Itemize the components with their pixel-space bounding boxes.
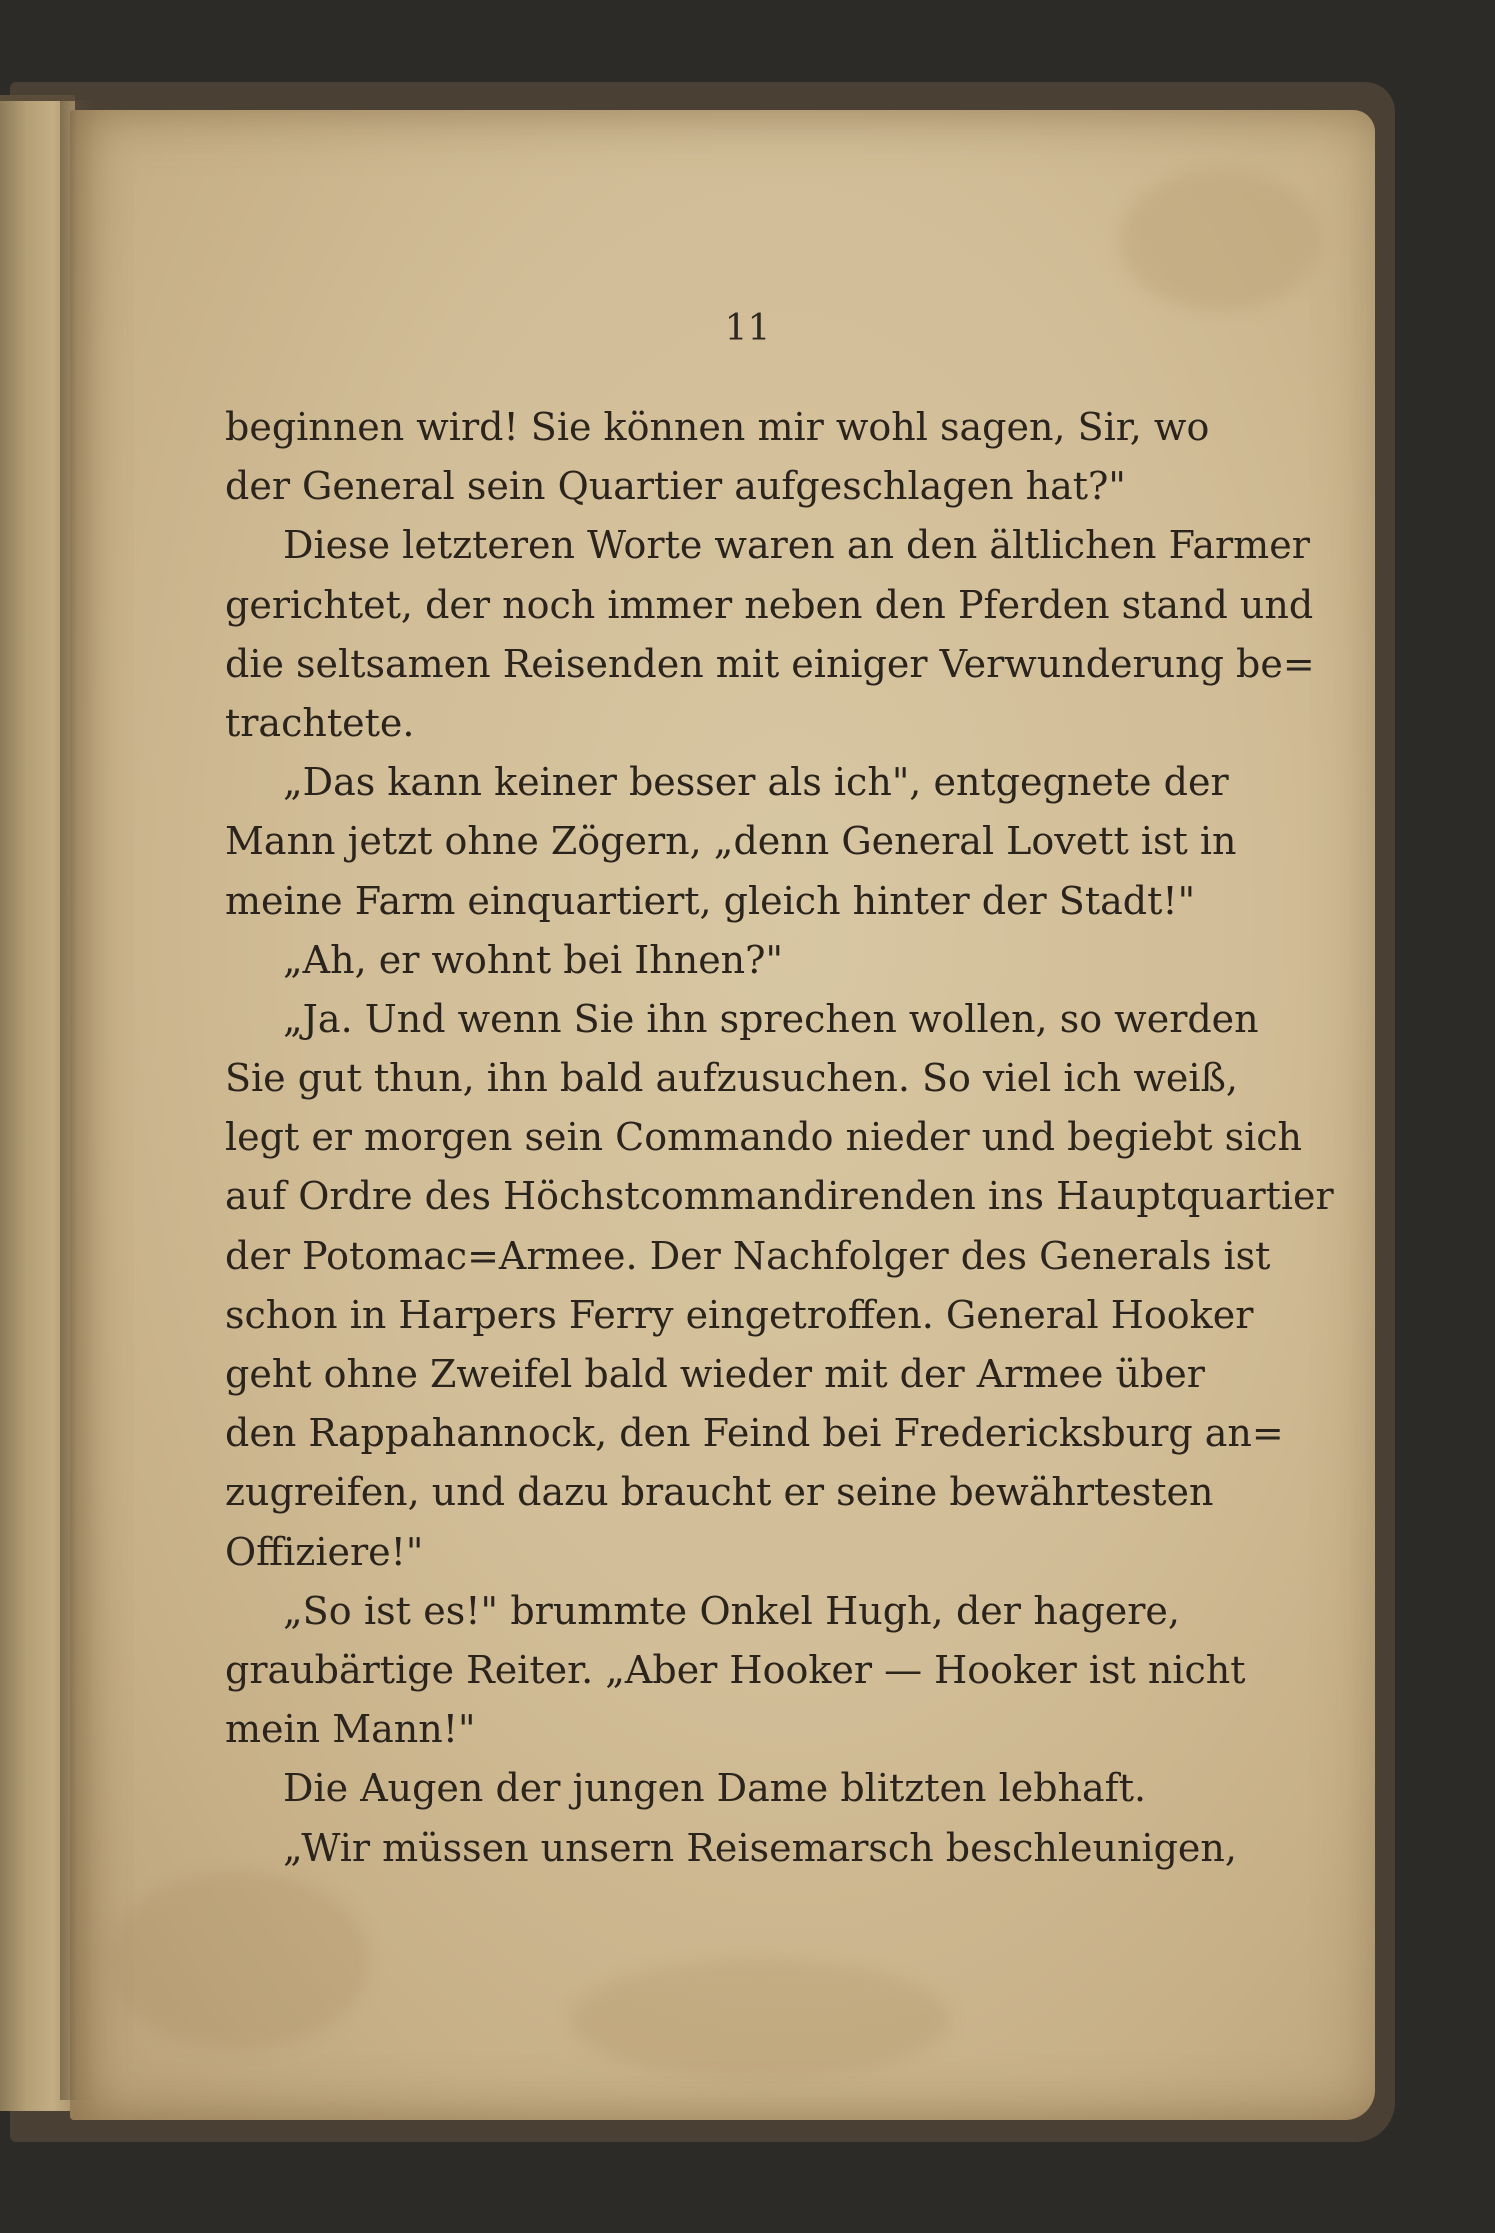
text-line: die seltsamen Reisenden mit einiger Verwunderung be= <box>225 641 1315 686</box>
body-text <box>225 398 1334 1878</box>
text-line: „Ah, er wohnt bei Ihnen?" <box>283 937 784 982</box>
text-line: meine Farm einquartiert, gleich hinter der Stadt!" <box>225 878 1196 923</box>
text-line: „Ja. Und wenn Sie ihn sprechen wollen, so werden <box>283 996 1259 1041</box>
text-line: der General sein Quartier aufgeschlagen hat?" <box>225 464 1126 509</box>
text-line: graubärtige Reiter. „Aber Hooker — Hooker ist nicht <box>225 1647 1246 1692</box>
text-line: „So ist es!" brummte Onkel Hugh, der hagere, <box>283 1588 1180 1633</box>
text-line: den Rappahannock, den Feind bei Fredericksburg an= <box>225 1411 1284 1456</box>
text-line: Mann jetzt ohne Zögern, „denn General Lovett ist in <box>225 819 1237 864</box>
text-line: „Wir müssen unsern Reisemarsch beschleunigen, <box>283 1825 1237 1870</box>
text-line: „Das kann keiner besser als ich", entgegnete der <box>283 760 1229 805</box>
text-line: Offiziere!" <box>225 1529 424 1574</box>
text-line: der Potomac=Armee. Der Nachfolger des Generals ist <box>225 1233 1271 1278</box>
text-line: Die Augen der jungen Dame blitzten lebhaft. <box>283 1766 1147 1811</box>
text-line: mein Mann!" <box>225 1707 476 1752</box>
page-number: 11 <box>724 308 771 349</box>
page-stain <box>110 1870 370 2050</box>
page-stain <box>570 1960 950 2080</box>
page-stain <box>1120 170 1320 310</box>
text-line: zugreifen, und dazu braucht er seine bewährtesten <box>225 1470 1214 1515</box>
text-line: schon in Harpers Ferry eingetroffen. General Hooker <box>225 1292 1254 1337</box>
text-line: trachtete. <box>225 700 415 745</box>
text-line: legt er morgen sein Commando nieder und begiebt sich <box>225 1115 1303 1160</box>
book-spine-shadow <box>60 100 95 2100</box>
text-line: Sie gut thun, ihn bald aufzusuchen. So viel ich weiß, <box>225 1056 1238 1101</box>
text-line: beginnen wird! Sie können mir wohl sagen, Sir, wo <box>225 405 1210 449</box>
text-line: geht ohne Zweifel bald wieder mit der Armee über <box>225 1352 1205 1396</box>
text-line: gerichtet, der noch immer neben den Pferden stand und <box>225 582 1314 627</box>
text-line: auf Ordre des Höchstcommandirenden ins Hauptquartier <box>225 1174 1334 1219</box>
text-line: Diese letzteren Worte waren an den ältlichen Farmer <box>283 523 1310 568</box>
